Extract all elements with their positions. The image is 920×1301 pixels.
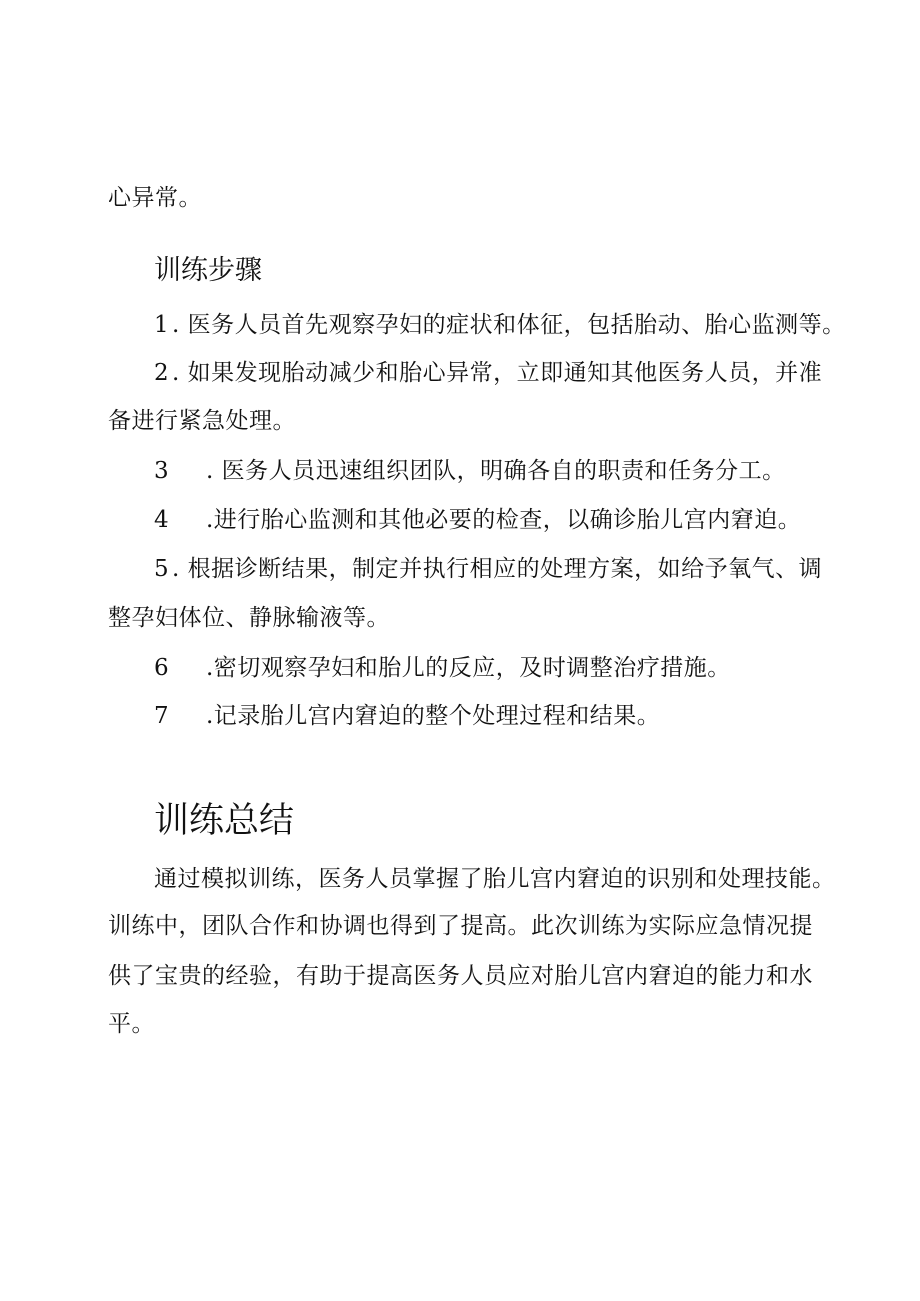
step-text: . 根据诊断结果，制定并执行相应的处理方案，如给予氧气、调 — [172, 556, 823, 582]
step-number: 1 — [154, 312, 170, 338]
step-text: .记录胎儿宫内窘迫的整个处理过程和结果。 — [206, 703, 661, 729]
step-1 — [154, 310, 846, 340]
summary-line-3: 供了宝贵的经验，有助于提高医务人员应对胎儿宫内窘迫的能力和水 — [108, 963, 813, 989]
step-number: 3 — [154, 458, 170, 484]
summary-line-4: 平。 — [108, 1011, 155, 1037]
step-3 — [154, 456, 786, 486]
step-text: .进行胎心监测和其他必要的检查，以确诊胎儿宫内窘迫。 — [206, 507, 802, 533]
summary-line-2: 训练中，团队合作和协调也得到了提高。此次训练为实际应急情况提 — [108, 913, 813, 939]
summary-heading: 训练总结 — [154, 801, 295, 841]
steps-heading: 训练步骤 — [154, 255, 262, 286]
step-5-continuation: 整孕妇体位、静脉输液等。 — [108, 605, 390, 631]
step-number: 4 — [154, 507, 170, 533]
step-text: .密切观察孕妇和胎儿的反应，及时调整治疗措施。 — [206, 655, 731, 681]
step-7 — [154, 701, 660, 731]
step-number: 5 — [154, 556, 170, 582]
step-2-continuation: 备进行紧急处理。 — [108, 408, 296, 434]
step-text: . 如果发现胎动减少和胎心异常，立即通知其他医务人员，并准 — [172, 360, 823, 386]
step-number: 2 — [154, 360, 170, 386]
step-number: 6 — [154, 655, 170, 681]
step-number: 7 — [154, 703, 170, 729]
step-2 — [154, 358, 822, 388]
summary-line-1: 通过模拟训练，医务人员掌握了胎儿宫内窘迫的识别和处理技能。 — [154, 866, 836, 892]
step-6 — [154, 653, 731, 683]
step-5 — [154, 554, 822, 584]
step-text: . 医务人员首先观察孕妇的症状和体征，包括胎动、胎心监测等。 — [172, 312, 846, 338]
step-4 — [154, 505, 801, 535]
intro-tail-text: 心异常。 — [108, 185, 202, 211]
step-text: . 医务人员迅速组织团队，明确各自的职责和任务分工。 — [206, 458, 786, 484]
